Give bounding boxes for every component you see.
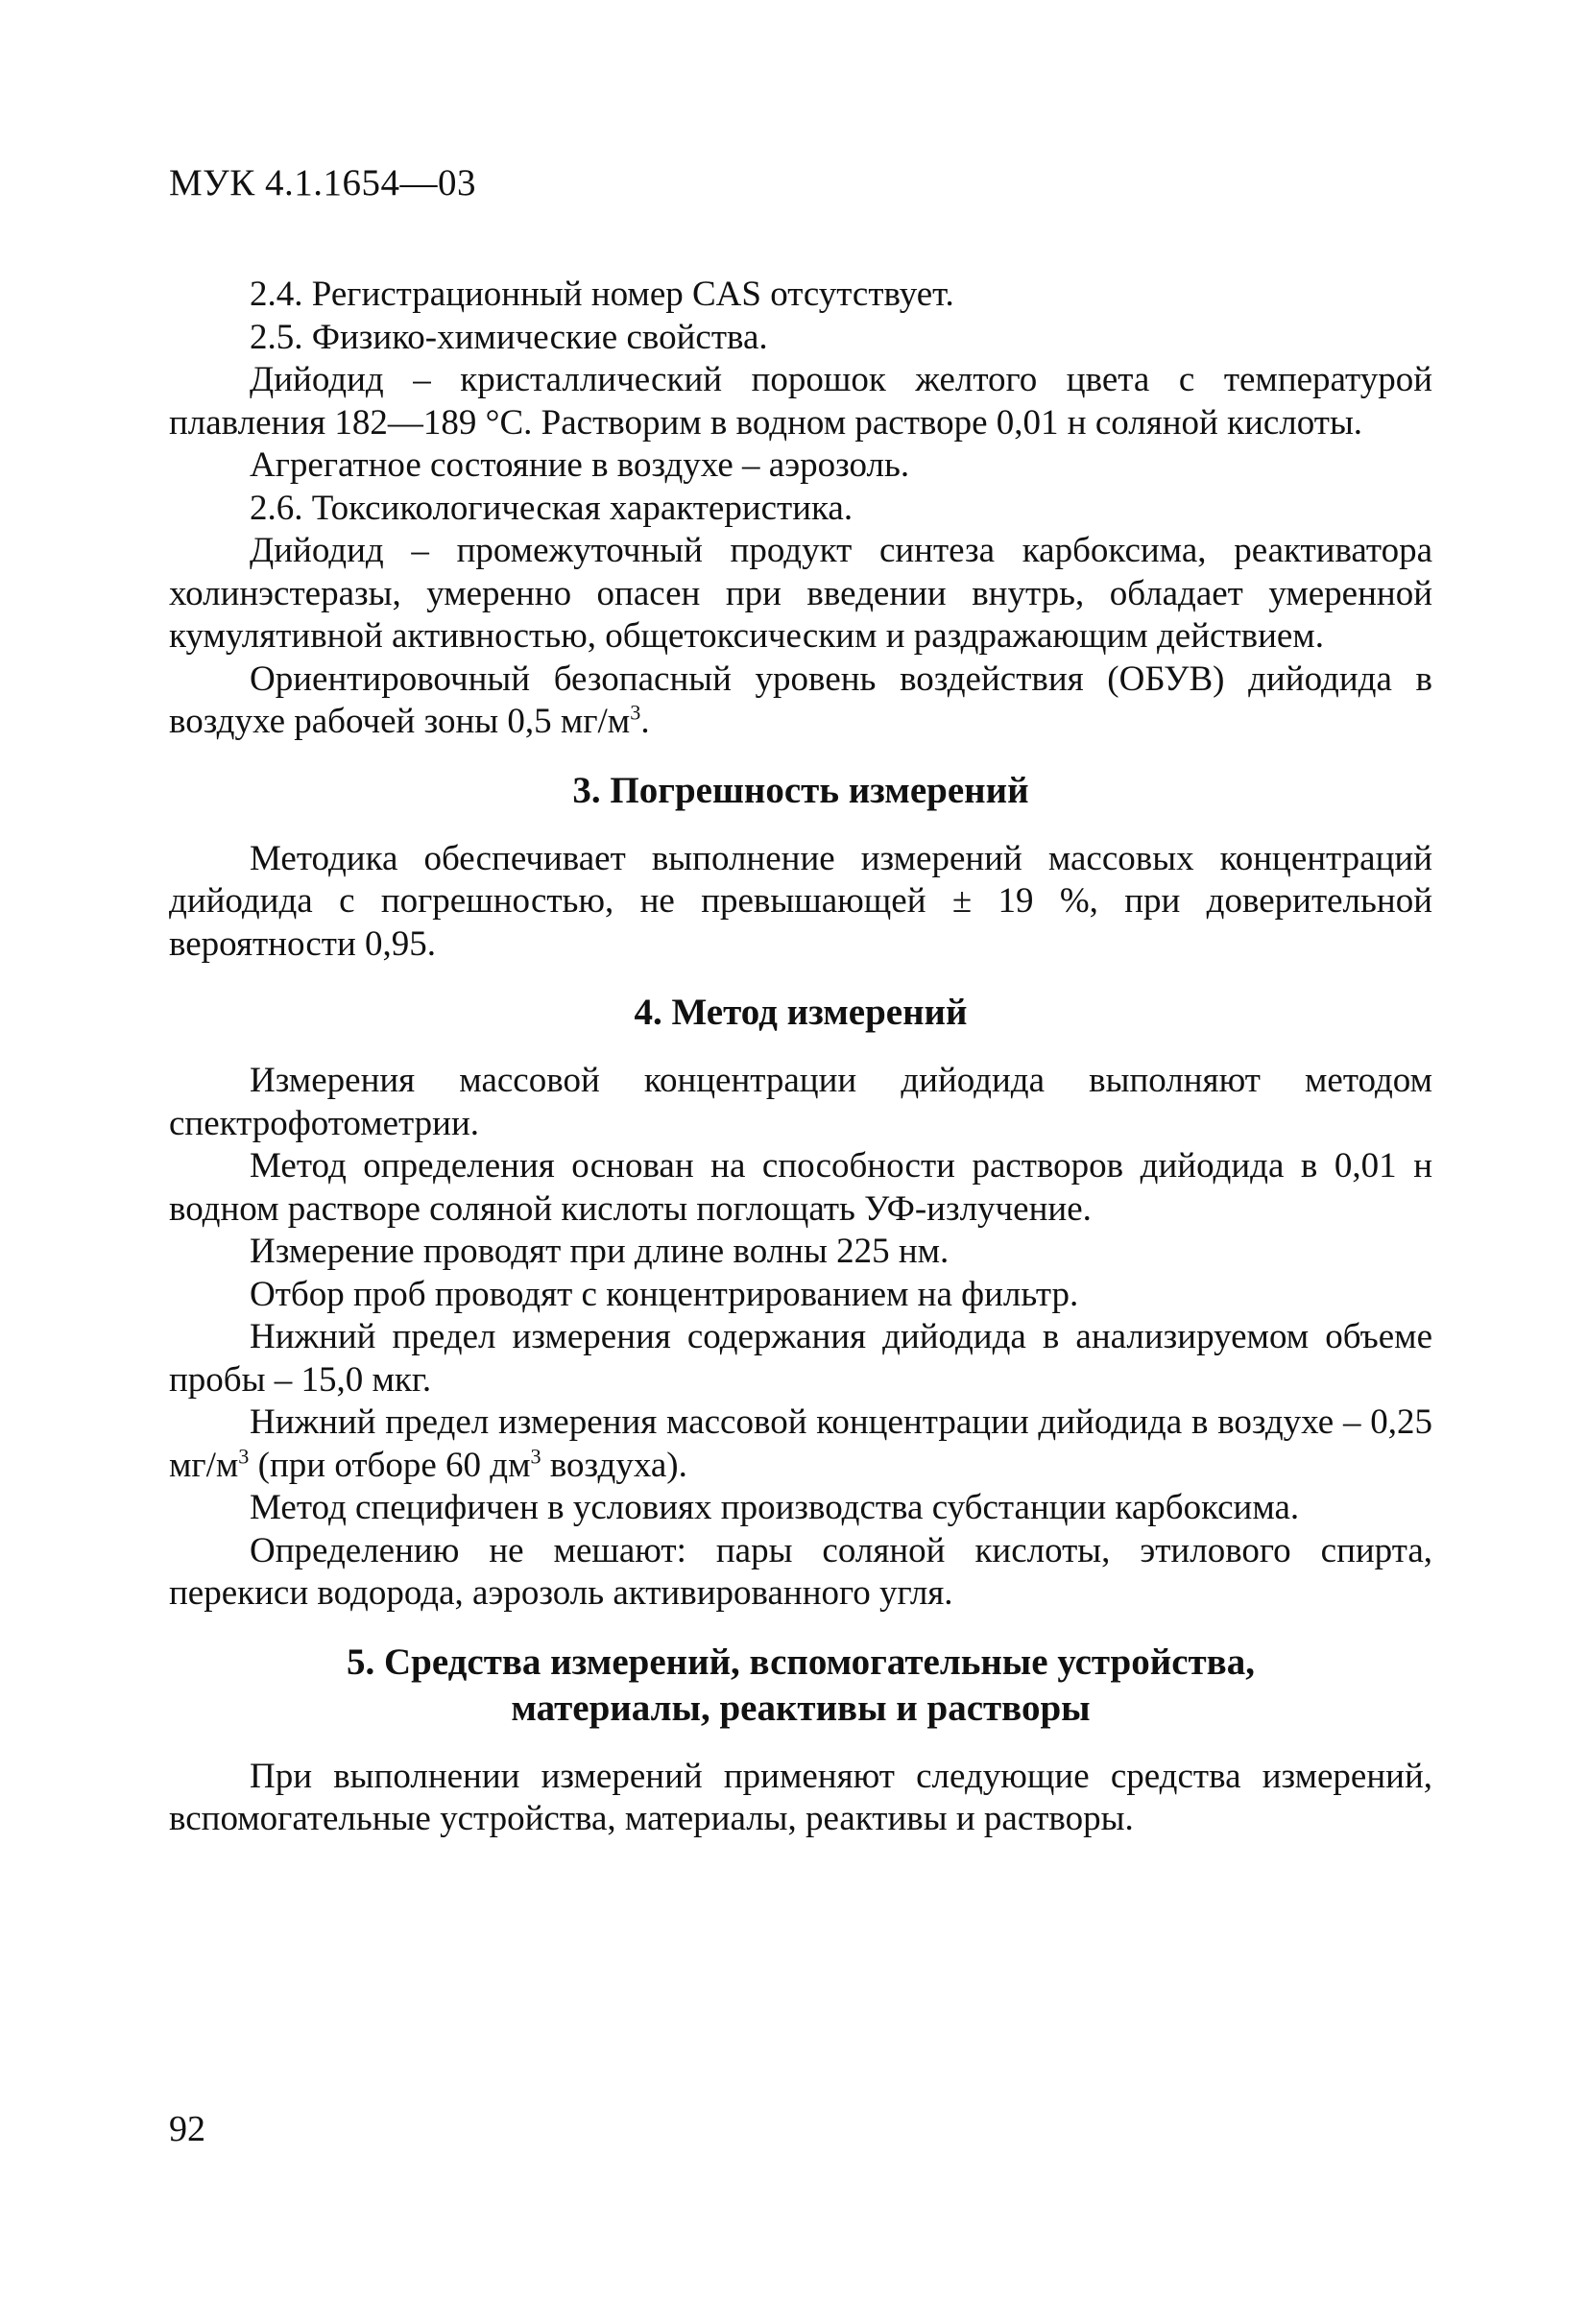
section-4-paragraph-5: Нижний предел измерения содержания дийодида в анализируемом объеме пробы – 15,0 мкг. bbox=[169, 1317, 1432, 1400]
paragraph-cas: 2.4. Регистрационный номер CAS отсутствует. bbox=[250, 275, 954, 314]
section-4-paragraph-3: Измерение проводят при длине волны 225 нм. bbox=[250, 1232, 950, 1271]
section-3-paragraph: Методика обеспечивает выполнение измерений массовых концентраций дийодида с погрешностью, не превышающей ± 19 %, при доверительной вероятности 0,95. bbox=[169, 838, 1432, 964]
section-3-heading: 3. Погрешность измерений bbox=[572, 769, 1029, 811]
p6-sup2: 3 bbox=[530, 1444, 541, 1469]
section-4-paragraph-4: Отбор проб проводят с концентрированием на фильтр. bbox=[250, 1274, 1079, 1314]
section-4-paragraph-1: Измерения массовой концентрации дийодида выполняют методом спектрофотометрии. bbox=[169, 1061, 1432, 1143]
document-code: МУК 4.1.1654—03 bbox=[169, 162, 477, 204]
section-5-heading bbox=[169, 1616, 1432, 1756]
p6-part3: воздуха). bbox=[541, 1445, 687, 1485]
section-5-paragraph: При выполнении измерений применяют следующие средства измерений, вспомогательные устройства, материалы, реактивы и растворы. bbox=[169, 1756, 1432, 1838]
obuv-text: Ориентировочный безопасный уровень воздействия (ОБУВ) дийодида в воздухе рабочей зоны 0,5 мг/м bbox=[169, 659, 1432, 741]
p6-part2: (при отборе 60 дм bbox=[249, 1445, 531, 1485]
p6-sup1: 3 bbox=[238, 1444, 250, 1469]
section-4-paragraph-7: Метод специфичен в условиях производства субстанции карбоксима. bbox=[250, 1488, 1300, 1527]
section-5-heading-line1: 5. Средства измерений, вспомогательные устройства, bbox=[347, 1641, 1255, 1683]
section-4-paragraph-6 bbox=[169, 1402, 1432, 1487]
section-4-paragraph-2: Метод определения основан на способности растворов дийодида в 0,01 н водном растворе соляной кислоты поглощать УФ-излучение. bbox=[169, 1146, 1432, 1229]
document-body bbox=[169, 274, 1432, 1841]
obuv-sup: 3 bbox=[630, 700, 641, 725]
paragraph-aggregate-state: Агрегатное состояние в воздухе – аэрозоль. bbox=[250, 445, 910, 485]
p6-part1: Нижний предел измерения массовой концентрации дийодида в воздухе – 0,25 мг/м bbox=[169, 1402, 1432, 1485]
paragraph-physchem: Дийодид – кристаллический порошок желтого цвета с температурой плавления 182—189 °С. Растворим в водном растворе 0,01 н соляной кислоты. bbox=[169, 360, 1432, 443]
section-4-heading: 4. Метод измерений bbox=[634, 992, 968, 1033]
paragraph-tox-title: 2.6. Токсикологическая характеристика. bbox=[250, 488, 854, 528]
section-4-paragraph-8: Определению не мешают: пары соляной кислоты, этилового спирта, перекиси водорода, аэрозоль активированного угля. bbox=[169, 1530, 1432, 1613]
obuv-end: . bbox=[640, 702, 650, 741]
page-number: 92 bbox=[169, 2109, 205, 2149]
paragraph-toxicology: Дийодид – промежуточный продукт синтеза карбоксима, реактиватора холинэстеразы, умеренно опасен при введении внутрь, обладает умеренной кумулятивной активностью, общетоксическим и раздражающим действием. bbox=[169, 531, 1432, 656]
paragraph-physchem-title: 2.5. Физико-химические свойства. bbox=[250, 317, 768, 357]
section-5-heading-line2: материалы, реактивы и растворы bbox=[511, 1687, 1091, 1729]
paragraph-obuv bbox=[169, 659, 1432, 744]
